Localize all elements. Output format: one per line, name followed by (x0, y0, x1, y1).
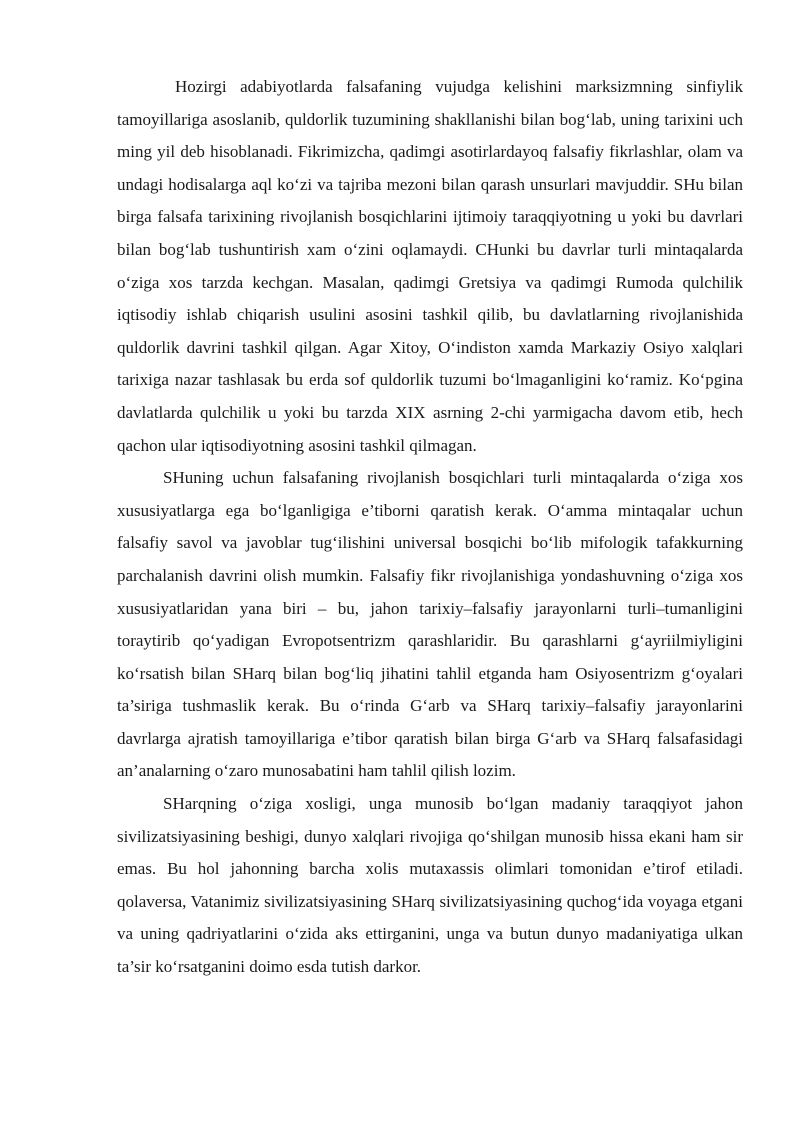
paragraph-3: SHarqning o‘ziga xosligi, unga munosib bo‘lgan madaniy taraqqiyot jahon sivilizatsiyasining beshigi, dunyo xalqlari rivojiga qo‘shilgan munosib hissa ekani ham sir emas. Bu hol jahonning barcha xolis mutaxassis olimlari tomonidan e’tirof etiladi. qolaversa, Vatanimiz sivilizatsiyasining SHarq sivilizatsiyasining quchog‘ida voyaga etgani va uning qadriyatlarini o‘zida aks ettirganini, unga va butun dunyo madaniyatiga ulkan ta’sir ko‘rsatganini doimo esda tutish darkor. (117, 794, 743, 977)
document-body (117, 71, 743, 984)
paragraph-1: Hozirgi adabiyotlarda falsafaning vujudga kelishini marksizmning sinfiylik tamoyillariga asoslanib, quldorlik tuzumining shakllanishi bilan bog‘lab, uning tarixini uch ming yil deb hisoblanadi. Fikrimizcha, qadimgi asotirlardayoq falsafiy fikrlashlar, olam va undagi hodisalarga aql ko‘zi va tajriba mezoni bilan qarash unsurlari mavjuddir. SHu bilan birga falsafa tarixining rivojlanish bosqichlarini ijtimoiy taraqqiyotning u yoki bu davrlari bilan bog‘lab tushuntirish xam o‘zini oqlamaydi. CHunki bu davrlar turli mintaqalarda o‘ziga xos tarzda kechgan. Masalan, qadimgi Gretsiya va qadimgi Rumoda qulchilik iqtisodiy ishlab chiqarish usulini asosini tashkil qilib, bu davlatlarning rivojlanishida quldorlik davrini tashkil qilgan. Agar Xitoy, O‘indiston xamda Markaziy Osiyo xalqlari tarixiga nazar tashlasak bu erda sof quldorlik tuzumi bo‘lmaganligini ko‘ramiz. Ko‘pgina davlatlarda qulchilik u yoki bu tarzda XIX asrning 2-chi yarmigacha davom etib, hech qachon ular iqtisodiyotning asosini tashkil qilmagan. (117, 77, 743, 455)
paragraph-2: SHuning uchun falsafaning rivojlanish bosqichlari turli mintaqalarda o‘ziga xos xususiyatlarga ega bo‘lganligiga e’tiborni qaratish kerak. O‘amma mintaqalar uchun falsafiy savol va javoblar tug‘ilishini universal bosqichi bo‘lib mifologik tafakkurning parchalanish davrini olish mumkin. Falsafiy fikr rivojlanishiga yondashuvning o‘ziga xos xususiyatlaridan yana biri – bu, jahon tarixiy–falsafiy jarayonlarni turli–tumanligini toraytirib qo‘yadigan Evropotsentrizm qarashlaridir. Bu qarashlarni g‘ayriilmiyligini ko‘rsatish bilan SHarq bilan bog‘liq jihatini tahlil etganda ham Osiyosentrizm g‘oyalari ta’siriga tushmaslik kerak. Bu o‘rinda G‘arb va SHarq tarixiy–falsafiy jarayonlarini davrlarga ajratish tamoyillariga e’tibor qaratish bilan birga G‘arb va SHarq falsafasidagi an’analarning o‘zaro munosabatini ham tahlil qilish lozim. (117, 468, 743, 781)
